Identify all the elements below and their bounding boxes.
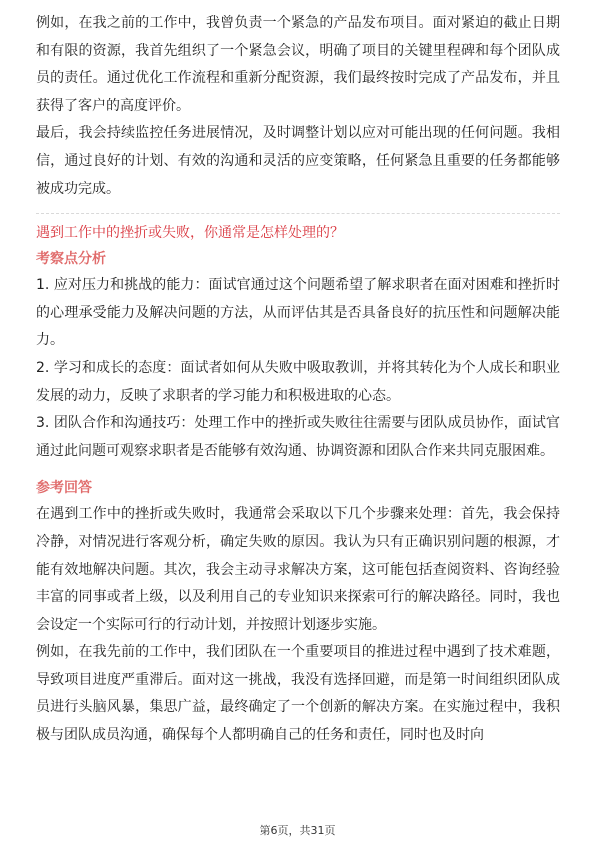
page-number: 第6页，共31页 (259, 824, 336, 837)
answer-paragraph-1: 在遇到工作中的挫折或失败时，我通常会采取以下几个步骤来处理：首先，我会保持冷静，对情况进行客观分析，确定失败的原因。我认为只有正确识别问题的根源，才能有效地解决问题。其次，我会主动寻求解决方案，这可能包括查阅资料、咨询经验丰富的同事或者上级，以及利用自己的专业知识来探索可行的解决路径。同时，我也会设定一个实际可行的行动计划，并按照计划逐步实施。 (36, 506, 560, 633)
answer-heading: 参考回答 (36, 480, 92, 497)
analysis-point-1: 1. 应对压力和挑战的能力：面试官通过这个问题希望了解求职者在面对困难和挫折时的心理承受能力及解决问题的方法，从而评估其是否具备良好的抗压性和问题解决能力。 (36, 277, 560, 349)
analysis-point-2: 2. 学习和成长的态度：面试者如何从失败中吸取教训，并将其转化为个人成长和职业发展的动力，反映了求职者的学习能力和积极进取的心态。 (36, 359, 560, 404)
document-page (36, 10, 560, 750)
section-divider (36, 213, 560, 214)
answer-paragraph-2: 例如，在我先前的工作中，我们团队在一个重要项目的推进过程中遇到了技术难题，导致项目进度严重滞后。面对这一挑战，我没有选择回避，而是第一时间组织团队成员进行头脑风暴，集思广益，最终确定了一个创新的解决方案。在实施过程中，我积极与团队成员沟通，确保每个人都明确自己的任务和责任，同时也及时向 (36, 644, 560, 744)
question-heading: 遇到工作中的挫折或失败，你通常是怎样处理的？ (36, 225, 344, 242)
intro-paragraph-2: 最后，我会持续监控任务进展情况，及时调整计划以应对可能出现的任何问题。我相信，通过良好的计划、有效的沟通和灵活的应变策略，任何紧急且重要的任务都能够被成功完成。 (36, 125, 560, 197)
analysis-point-3: 3. 团队合作和沟通技巧：处理工作中的挫折或失败往往需要与团队成员协作，面试官通过此问题可观察求职者是否能够有效沟通、协调资源和团队合作来共同克服困难。 (36, 415, 560, 459)
intro-paragraph-1: 例如，在我之前的工作中，我曾负责一个紧急的产品发布项目。面对紧迫的截止日期和有限的资源，我首先组织了一个紧急会议，明确了项目的关键里程碑和每个团队成员的责任。通过优化工作流程和重新分配资源，我们最终按时完成了产品发布，并且获得了客户的高度评价。 (36, 15, 560, 114)
analysis-heading: 考察点分析 (36, 251, 106, 268)
